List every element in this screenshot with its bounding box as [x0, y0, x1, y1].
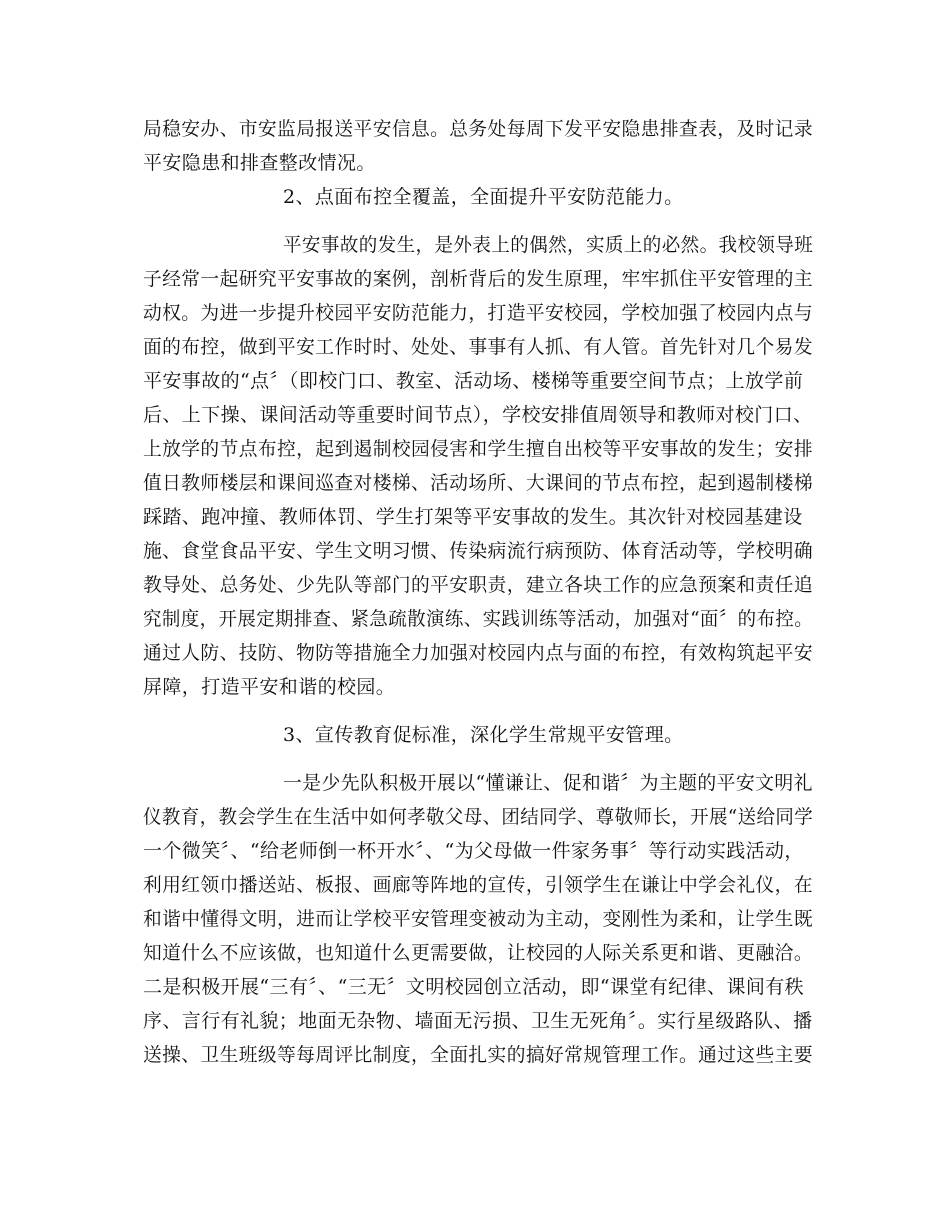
text-line: 送操、卫生班级等每周评比制度，全面扎实的搞好常规管理工作。通过这些主要 [143, 1044, 813, 1066]
text-line: 序、言行有礼貌；地面无杂物、墙面无污损、卫生无死角〞。实行星级路队、播 [143, 1010, 813, 1032]
text-line: 利用红领巾播送站、板报、画廊等阵地的宣传，引领学生在谦让中学会礼仪，在 [143, 874, 813, 896]
text-line: 屏障，打造平安和谐的校园。 [143, 676, 396, 698]
text-line: 动权。为进一步提升校园平安防范能力，打造平安校园，学校加强了校园内点与 [143, 302, 813, 324]
text-line: 后、上下操、课间活动等重要时间节点），学校安排值周领导和教师对校门口、 [143, 404, 813, 426]
text-line: 局稳安办、市安监局报送平安信息。总务处每周下发平安隐患排查表，及时记录 [143, 118, 813, 140]
text-line: 一是少先队积极开展以“懂谦让、促和谐〞为主题的平安文明礼 [283, 772, 813, 794]
section-heading: 3、宣传教育促标准，深化学生常规平安管理。 [283, 724, 684, 746]
text-line: 通过人防、技防、物防等措施全力加强对校园内点与面的布控，有效构筑起平安 [143, 642, 813, 664]
text-line: 知道什么不应该做，也知道什么更需要做，让校园的人际关系更和谐、更融洽。 [143, 942, 813, 964]
text-line: 子经常一起研究平安事故的案例，剖析背后的发生原理，牢牢抓住平安管理的主 [143, 268, 813, 290]
text-line: 施、食堂食品平安、学生文明习惯、传染病流行病预防、体育活动等，学校明确 [143, 540, 813, 562]
text-line: 教导处、总务处、少先队等部门的平安职责，建立各块工作的应急预案和责任追 [143, 574, 813, 596]
text-line: 值日教师楼层和课间巡查对楼梯、活动场所、大课间的节点布控，起到遏制楼梯 [143, 472, 813, 494]
text-line: 究制度，开展定期排查、紧急疏散演练、实践训练等活动，加强对“面〞的布控。 [143, 608, 814, 630]
text-line: 仪教育，教会学生在生活中如何孝敬父母、团结同学、尊敬师长，开展“送给同学 [143, 806, 814, 828]
text-line: 面的布控，做到平安工作时时、处处、事事有人抓、有人管。首先针对几个易发 [143, 336, 813, 358]
section-heading: 2、点面布控全覆盖，全面提升平安防范能力。 [283, 186, 684, 208]
text-line: 平安事故的“点〞（即校门口、教室、活动场、楼梯等重要空间节点；上放学前 [143, 370, 804, 392]
text-line: 平安事故的发生，是外表上的偶然，实质上的必然。我校领导班 [283, 234, 814, 256]
text-line: 上放学的节点布控，起到遏制校园侵害和学生擅自出校等平安事故的发生；安排 [143, 438, 813, 460]
text-line: 和谐中懂得文明，进而让学校平安管理变被动为主动，变刚性为柔和，让学生既 [143, 908, 813, 930]
text-line: 平安隐患和排查整改情况。 [143, 152, 376, 174]
text-line: 一个微笑〞、“给老师倒一杯开水〞、“为父母做一件家务事〞等行动实践活动， [143, 840, 804, 862]
text-line: 踩踏、跑冲撞、教师体罚、学生打架等平安事故的发生。其次针对校园基建设 [143, 506, 803, 528]
text-line: 二是积极开展“三有〞、“三无〞文明校园创立活动，即“课堂有纪律、课间有秩 [143, 976, 805, 998]
